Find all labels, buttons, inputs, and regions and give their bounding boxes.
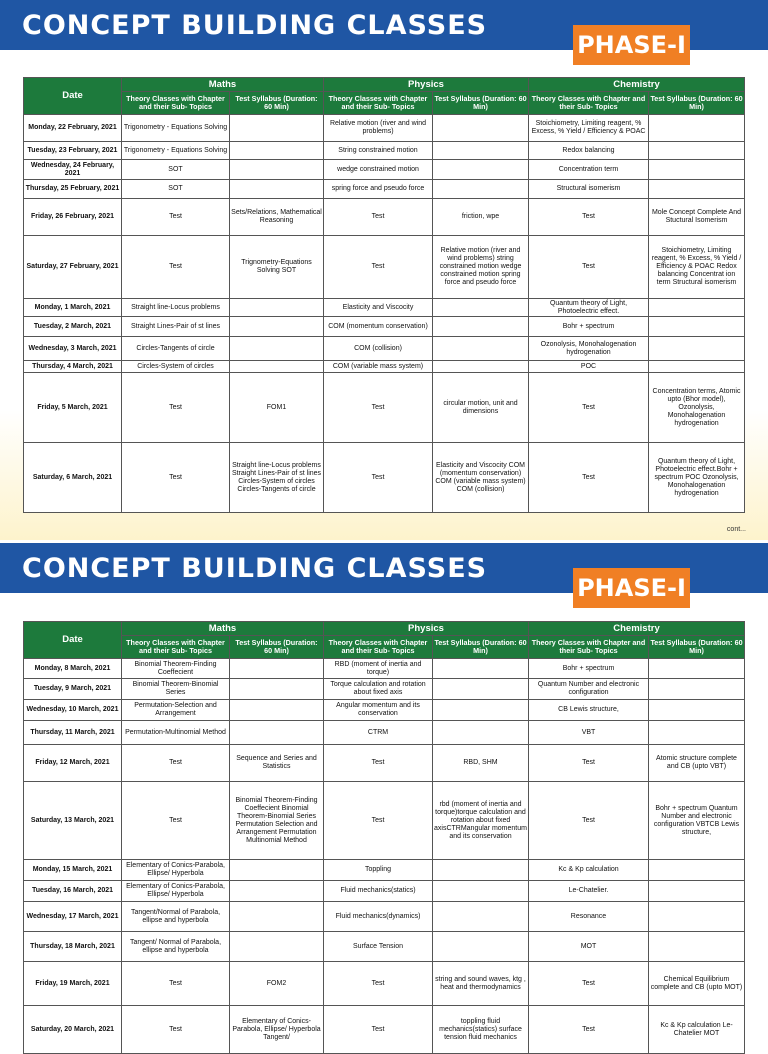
physics-theory-cell: Torque calculation and rotation about fixed axis bbox=[324, 679, 433, 700]
maths-test-cell bbox=[230, 361, 324, 373]
physics-test-cell bbox=[433, 659, 529, 679]
physics-theory-cell: String constrained motion bbox=[324, 142, 433, 160]
date-cell: Tuesday, 2 March, 2021 bbox=[24, 317, 122, 337]
physics-test-cell bbox=[433, 860, 529, 881]
maths-theory-header: Theory Classes with Chapter and their Sub- Topics bbox=[122, 92, 230, 115]
page-title: CONCEPT BUILDING CLASSES bbox=[22, 10, 488, 41]
chemistry-test-cell bbox=[649, 881, 745, 902]
chemistry-theory-cell: Stoichiometry, Limiting reagent, % Excess, % Yield / Efficiency & POAC bbox=[529, 115, 649, 142]
chemistry-theory-cell: Bohr + spectrum bbox=[529, 659, 649, 679]
maths-theory-cell: SOT bbox=[122, 180, 230, 199]
date-cell: Wednesday, 10 March, 2021 bbox=[24, 700, 122, 721]
date-header: Date bbox=[24, 78, 122, 115]
page-title: CONCEPT BUILDING CLASSES bbox=[22, 553, 488, 584]
maths-theory-cell: Test bbox=[122, 236, 230, 299]
table-body bbox=[24, 659, 745, 1054]
date-cell: Wednesday, 24 February, 2021 bbox=[24, 160, 122, 180]
schedule-table bbox=[23, 77, 745, 513]
maths-test-cell: Sets/Relations, Mathematical Reasoning bbox=[230, 199, 324, 236]
schedule-section-2 bbox=[0, 543, 768, 1041]
table-row bbox=[24, 700, 745, 721]
maths-theory-cell: Elementary of Conics-Parabola, Ellipse/ Hyperbola bbox=[122, 881, 230, 902]
physics-test-cell bbox=[433, 361, 529, 373]
maths-theory-cell: Permutation-Multinomial Method bbox=[122, 721, 230, 745]
maths-theory-cell: Test bbox=[122, 373, 230, 443]
chemistry-test-cell: Quantum theory of Light, Photoelectric effect.Bohr + spectrum POC Ozonolysis, Monohalogenation hydrogenation bbox=[649, 443, 745, 513]
maths-test-cell bbox=[230, 337, 324, 361]
chemistry-theory-cell: Test bbox=[529, 745, 649, 782]
maths-theory-cell: Test bbox=[122, 782, 230, 860]
table-row bbox=[24, 782, 745, 860]
chemistry-theory-cell: Structural isomerism bbox=[529, 180, 649, 199]
table-header bbox=[24, 622, 745, 659]
physics-theory-cell: Test bbox=[324, 236, 433, 299]
table-header bbox=[24, 78, 745, 115]
date-cell: Thursday, 18 March, 2021 bbox=[24, 932, 122, 962]
table-row bbox=[24, 160, 745, 180]
chemistry-test-cell bbox=[649, 317, 745, 337]
physics-theory-cell: Test bbox=[324, 373, 433, 443]
table-row bbox=[24, 1006, 745, 1054]
chemistry-theory-cell: Test bbox=[529, 782, 649, 860]
table-row bbox=[24, 361, 745, 373]
maths-test-cell bbox=[230, 180, 324, 199]
table-row bbox=[24, 932, 745, 962]
maths-test-cell bbox=[230, 299, 324, 317]
physics-test-cell bbox=[433, 902, 529, 932]
date-cell: Saturday, 27 February, 2021 bbox=[24, 236, 122, 299]
date-cell: Thursday, 4 March, 2021 bbox=[24, 361, 122, 373]
date-cell: Monday, 15 March, 2021 bbox=[24, 860, 122, 881]
table-row bbox=[24, 721, 745, 745]
maths-test-cell bbox=[230, 317, 324, 337]
date-cell: Tuesday, 23 February, 2021 bbox=[24, 142, 122, 160]
chemistry-test-cell bbox=[649, 115, 745, 142]
maths-theory-cell: Binomial Theorem-Binomial Series bbox=[122, 679, 230, 700]
chemistry-test-cell bbox=[649, 860, 745, 881]
maths-test-header: Test Syllabus (Duration: 60 Min) bbox=[230, 92, 324, 115]
maths-theory-header: Theory Classes with Chapter and their Sub- Topics bbox=[122, 636, 230, 659]
maths-test-cell bbox=[230, 659, 324, 679]
maths-theory-cell: Circles-Tangents of circle bbox=[122, 337, 230, 361]
date-cell: Thursday, 25 February, 2021 bbox=[24, 180, 122, 199]
maths-theory-cell: Test bbox=[122, 962, 230, 1006]
physics-theory-cell: Test bbox=[324, 1006, 433, 1054]
physics-theory-cell: Test bbox=[324, 745, 433, 782]
date-cell: Friday, 5 March, 2021 bbox=[24, 373, 122, 443]
physics-theory-cell: Surface Tension bbox=[324, 932, 433, 962]
chemistry-theory-cell: Bohr + spectrum bbox=[529, 317, 649, 337]
table-row bbox=[24, 317, 745, 337]
physics-test-cell: circular motion, unit and dimensions bbox=[433, 373, 529, 443]
physics-test-cell bbox=[433, 160, 529, 180]
maths-test-cell: FOM2 bbox=[230, 962, 324, 1006]
table-row bbox=[24, 115, 745, 142]
chemistry-test-cell bbox=[649, 160, 745, 180]
maths-theory-cell: Test bbox=[122, 443, 230, 513]
chemistry-test-cell bbox=[649, 361, 745, 373]
table-row bbox=[24, 745, 745, 782]
date-cell: Wednesday, 17 March, 2021 bbox=[24, 902, 122, 932]
physics-test-cell: rbd (moment of inertia and torque)torque calculation and rotation about fixed axisCTRMangular momentum and its conservation bbox=[433, 782, 529, 860]
maths-test-cell bbox=[230, 860, 324, 881]
maths-theory-cell: Tangent/Normal of Parabola, ellipse and hyperbola bbox=[122, 902, 230, 932]
chemistry-theory-cell: Test bbox=[529, 443, 649, 513]
physics-test-header: Test Syllabus (Duration: 60 Min) bbox=[433, 636, 529, 659]
table-row bbox=[24, 962, 745, 1006]
chemistry-header: Chemistry bbox=[529, 78, 745, 92]
table-row bbox=[24, 443, 745, 513]
physics-test-cell bbox=[433, 142, 529, 160]
chemistry-theory-cell: Ozonolysis, Monohalogenation hydrogenation bbox=[529, 337, 649, 361]
chemistry-test-cell: Chemical Equilibrium complete and CB (upto MOT) bbox=[649, 962, 745, 1006]
chemistry-theory-cell: Test bbox=[529, 373, 649, 443]
maths-test-cell: FOM1 bbox=[230, 373, 324, 443]
physics-test-cell: Relative motion (river and wind problems) string constrained motion wedge constrained motion spring force and pseudo force bbox=[433, 236, 529, 299]
physics-theory-cell: spring force and pseudo force bbox=[324, 180, 433, 199]
maths-test-cell bbox=[230, 700, 324, 721]
maths-theory-cell: Binomial Theorem-Finding Coeffecient bbox=[122, 659, 230, 679]
maths-test-header: Test Syllabus (Duration: 60 Min) bbox=[230, 636, 324, 659]
chemistry-theory-cell: Kc & Kp calculation bbox=[529, 860, 649, 881]
maths-theory-cell: Test bbox=[122, 199, 230, 236]
chemistry-test-cell bbox=[649, 679, 745, 700]
maths-theory-cell: Tangent/ Normal of Parabola, ellipse and hyperbola bbox=[122, 932, 230, 962]
phase-badge: PHASE-I bbox=[573, 25, 690, 65]
schedule-table bbox=[23, 621, 745, 1054]
date-cell: Monday, 8 March, 2021 bbox=[24, 659, 122, 679]
table-row bbox=[24, 659, 745, 679]
chemistry-theory-cell: Redox balancing bbox=[529, 142, 649, 160]
physics-theory-cell: COM (collision) bbox=[324, 337, 433, 361]
chemistry-test-cell bbox=[649, 902, 745, 932]
maths-test-cell: Sequence and Series and Statistics bbox=[230, 745, 324, 782]
chemistry-theory-cell: CB Lewis structure, bbox=[529, 700, 649, 721]
chemistry-test-cell: Atomic structure complete and CB (upto VBT) bbox=[649, 745, 745, 782]
chemistry-theory-cell: Quantum theory of Light, Photoelectric effect. bbox=[529, 299, 649, 317]
maths-theory-cell: Straight line-Locus problems bbox=[122, 299, 230, 317]
table-body bbox=[24, 115, 745, 513]
chemistry-theory-header: Theory Classes with Chapter and their Sub- Topics bbox=[529, 636, 649, 659]
maths-test-cell bbox=[230, 902, 324, 932]
maths-theory-cell: Test bbox=[122, 1006, 230, 1054]
physics-test-cell bbox=[433, 115, 529, 142]
physics-test-cell: RBD, SHM bbox=[433, 745, 529, 782]
chemistry-test-cell: Concentration terms, Atomic upto (Bhor model), Ozonolysis, Monohalogenation hydrogenation bbox=[649, 373, 745, 443]
table-row bbox=[24, 142, 745, 160]
physics-theory-cell: CTRM bbox=[324, 721, 433, 745]
maths-test-cell: Elementary of Conics-Parabola, Ellipse/ Hyperbola Tangent/ bbox=[230, 1006, 324, 1054]
table-row bbox=[24, 902, 745, 932]
physics-test-cell bbox=[433, 700, 529, 721]
physics-theory-cell: Fluid mechanics(statics) bbox=[324, 881, 433, 902]
date-cell: Saturday, 13 March, 2021 bbox=[24, 782, 122, 860]
physics-test-cell bbox=[433, 721, 529, 745]
physics-test-header: Test Syllabus (Duration: 60 Min) bbox=[433, 92, 529, 115]
date-header: Date bbox=[24, 622, 122, 659]
maths-theory-cell: Trigonometry - Equations Solving bbox=[122, 115, 230, 142]
physics-theory-header: Theory Classes with Chapter and their Sub- Topics bbox=[324, 92, 433, 115]
phase-badge: PHASE-I bbox=[573, 568, 690, 608]
date-cell: Saturday, 20 March, 2021 bbox=[24, 1006, 122, 1054]
chemistry-theory-cell: Test bbox=[529, 236, 649, 299]
chemistry-test-cell: Mole Concept Complete And Stuctural Isomerism bbox=[649, 199, 745, 236]
physics-test-cell: friction, wpe bbox=[433, 199, 529, 236]
physics-theory-header: Theory Classes with Chapter and their Sub- Topics bbox=[324, 636, 433, 659]
physics-theory-cell: Relative motion (river and wind problems) bbox=[324, 115, 433, 142]
chemistry-theory-cell: Test bbox=[529, 1006, 649, 1054]
table-row bbox=[24, 860, 745, 881]
physics-header: Physics bbox=[324, 78, 529, 92]
maths-theory-cell: SOT bbox=[122, 160, 230, 180]
maths-theory-cell: Circles-System of circles bbox=[122, 361, 230, 373]
chemistry-test-cell bbox=[649, 337, 745, 361]
maths-test-cell bbox=[230, 115, 324, 142]
physics-test-cell bbox=[433, 881, 529, 902]
physics-theory-cell: RBD (moment of inertia and torque) bbox=[324, 659, 433, 679]
date-cell: Tuesday, 16 March, 2021 bbox=[24, 881, 122, 902]
physics-test-cell: string and sound waves, ktg , heat and thermodynamics bbox=[433, 962, 529, 1006]
maths-test-cell bbox=[230, 881, 324, 902]
physics-test-cell bbox=[433, 932, 529, 962]
date-cell: Friday, 12 March, 2021 bbox=[24, 745, 122, 782]
maths-test-cell bbox=[230, 160, 324, 180]
table-row bbox=[24, 236, 745, 299]
physics-theory-cell: Angular momentum and its conservation bbox=[324, 700, 433, 721]
chemistry-test-cell: Kc & Kp calculation Le-Chatelier MOT bbox=[649, 1006, 745, 1054]
maths-theory-cell: Permutation-Selection and Arrangement bbox=[122, 700, 230, 721]
continued-label: cont... bbox=[726, 526, 746, 533]
chemistry-theory-cell: Quantum Number and electronic configuration bbox=[529, 679, 649, 700]
chemistry-theory-cell: Le-Chatelier. bbox=[529, 881, 649, 902]
chemistry-test-cell bbox=[649, 299, 745, 317]
physics-theory-cell: Test bbox=[324, 962, 433, 1006]
chemistry-theory-cell: POC bbox=[529, 361, 649, 373]
chemistry-test-cell bbox=[649, 721, 745, 745]
table-row bbox=[24, 881, 745, 902]
chemistry-theory-cell: Concentration term bbox=[529, 160, 649, 180]
maths-theory-cell: Test bbox=[122, 745, 230, 782]
physics-test-cell bbox=[433, 180, 529, 199]
maths-header: Maths bbox=[122, 78, 324, 92]
date-cell: Monday, 1 March, 2021 bbox=[24, 299, 122, 317]
physics-test-cell bbox=[433, 317, 529, 337]
physics-test-cell bbox=[433, 337, 529, 361]
maths-test-cell: Straight line-Locus problems Straight Lines-Pair of st lines Circles-System of circles Circles-Tangents of circle bbox=[230, 443, 324, 513]
table-row bbox=[24, 299, 745, 317]
date-cell: Monday, 22 February, 2021 bbox=[24, 115, 122, 142]
table-row bbox=[24, 180, 745, 199]
physics-theory-cell: COM (momentum conservation) bbox=[324, 317, 433, 337]
chemistry-header: Chemistry bbox=[529, 622, 745, 636]
maths-header: Maths bbox=[122, 622, 324, 636]
maths-test-cell bbox=[230, 721, 324, 745]
table-row bbox=[24, 679, 745, 700]
chemistry-theory-cell: MOT bbox=[529, 932, 649, 962]
chemistry-theory-cell: Test bbox=[529, 199, 649, 236]
chemistry-test-cell bbox=[649, 700, 745, 721]
maths-test-cell bbox=[230, 679, 324, 700]
physics-test-cell bbox=[433, 299, 529, 317]
table-row bbox=[24, 199, 745, 236]
chemistry-test-header: Test Syllabus (Duration: 60 Min) bbox=[649, 636, 745, 659]
physics-theory-cell: Elasticity and Viscocity bbox=[324, 299, 433, 317]
maths-test-cell: Trignometry-Equations Solving SOT bbox=[230, 236, 324, 299]
physics-theory-cell: COM (variable mass system) bbox=[324, 361, 433, 373]
chemistry-theory-header: Theory Classes with Chapter and their Sub- Topics bbox=[529, 92, 649, 115]
chemistry-test-cell bbox=[649, 659, 745, 679]
chemistry-test-header: Test Syllabus (Duration: 60 Min) bbox=[649, 92, 745, 115]
chemistry-theory-cell: Resonance bbox=[529, 902, 649, 932]
maths-theory-cell: Trigonometry - Equations Solving bbox=[122, 142, 230, 160]
maths-test-cell bbox=[230, 932, 324, 962]
physics-theory-cell: Fluid mechanics(dynamics) bbox=[324, 902, 433, 932]
chemistry-test-cell bbox=[649, 180, 745, 199]
table-row bbox=[24, 373, 745, 443]
maths-theory-cell: Straight Lines-Pair of st lines bbox=[122, 317, 230, 337]
physics-header: Physics bbox=[324, 622, 529, 636]
date-cell: Wednesday, 3 March, 2021 bbox=[24, 337, 122, 361]
chemistry-test-cell: Stoichiometry, Limiting reagent, % Excess, % Yield / Efficiency & POAC Redox balancing Concentrat ion term Structural isomerism bbox=[649, 236, 745, 299]
physics-theory-cell: Test bbox=[324, 782, 433, 860]
date-cell: Friday, 26 February, 2021 bbox=[24, 199, 122, 236]
chemistry-test-cell bbox=[649, 932, 745, 962]
chemistry-theory-cell: Test bbox=[529, 962, 649, 1006]
table-row bbox=[24, 337, 745, 361]
chemistry-theory-cell: VBT bbox=[529, 721, 649, 745]
chemistry-test-cell bbox=[649, 142, 745, 160]
maths-theory-cell: Elementary of Conics-Parabola, Ellipse/ Hyperbola bbox=[122, 860, 230, 881]
maths-test-cell bbox=[230, 142, 324, 160]
physics-theory-cell: Test bbox=[324, 443, 433, 513]
chemistry-test-cell: Bohr + spectrum Quantum Number and electronic configuration VBTCB Lewis structure, bbox=[649, 782, 745, 860]
physics-theory-cell: Test bbox=[324, 199, 433, 236]
physics-test-cell: Elasticity and Viscocity COM (momentum conservation) COM (variable mass system) COM (collision) bbox=[433, 443, 529, 513]
date-cell: Saturday, 6 March, 2021 bbox=[24, 443, 122, 513]
date-cell: Friday, 19 March, 2021 bbox=[24, 962, 122, 1006]
maths-test-cell: Binomial Theorem-Finding Coeffecient Binomial Theorem-Binomial Series Permutation Selection and Arrangement Permutation Multinomial Method bbox=[230, 782, 324, 860]
physics-theory-cell: wedge constrained motion bbox=[324, 160, 433, 180]
physics-theory-cell: Toppling bbox=[324, 860, 433, 881]
physics-test-cell: toppling fluid mechanics(statics) surface tension fluid mechanics bbox=[433, 1006, 529, 1054]
physics-test-cell bbox=[433, 679, 529, 700]
date-cell: Thursday, 11 March, 2021 bbox=[24, 721, 122, 745]
date-cell: Tuesday, 9 March, 2021 bbox=[24, 679, 122, 700]
